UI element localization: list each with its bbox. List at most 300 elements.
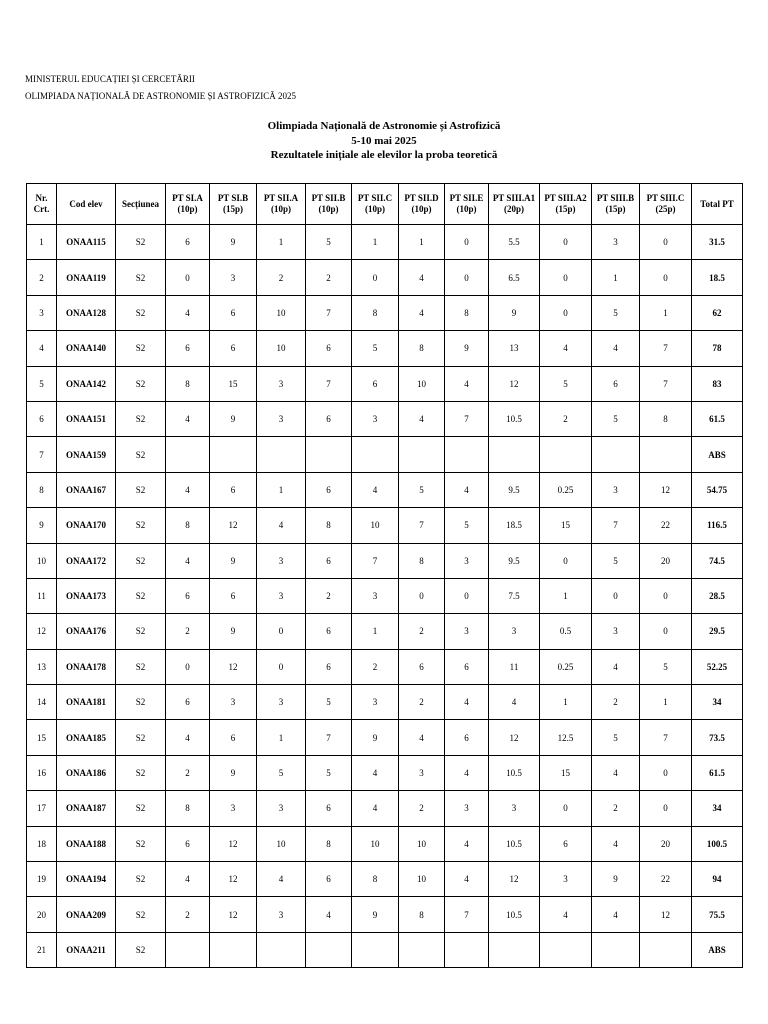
score-cell: 4: [445, 862, 489, 897]
document-header: [25, 71, 296, 105]
column-header-text: (25p): [655, 204, 676, 214]
score-cell: 0: [540, 225, 592, 260]
score-cell: 7: [445, 401, 489, 436]
row-number: 17: [27, 791, 57, 826]
column-header: [210, 184, 257, 225]
table-row: [27, 649, 743, 684]
table-row: [27, 401, 743, 436]
score-cell: 12: [640, 897, 692, 932]
total-score: 54.75: [692, 472, 743, 507]
score-cell: 0: [540, 260, 592, 295]
score-cell: 5: [540, 366, 592, 401]
section: S2: [116, 260, 166, 295]
score-cell: 6.5: [489, 260, 540, 295]
table-row: [27, 331, 743, 366]
score-cell: [489, 437, 540, 472]
score-cell: 7: [445, 897, 489, 932]
score-cell: 4: [445, 685, 489, 720]
student-code: ONAA211: [57, 932, 116, 967]
total-score: 83: [692, 366, 743, 401]
student-code: ONAA194: [57, 862, 116, 897]
score-cell: [166, 932, 210, 967]
score-cell: 4: [399, 401, 445, 436]
score-cell: 10: [399, 826, 445, 861]
score-cell: 3: [210, 260, 257, 295]
score-cell: 2: [399, 685, 445, 720]
section: S2: [116, 649, 166, 684]
score-cell: 5: [306, 225, 352, 260]
student-code: ONAA167: [57, 472, 116, 507]
total-score: 75.5: [692, 897, 743, 932]
score-cell: 5.5: [489, 225, 540, 260]
row-number: 10: [27, 543, 57, 578]
score-cell: [352, 932, 399, 967]
total-score: 94: [692, 862, 743, 897]
score-cell: 6: [210, 720, 257, 755]
score-cell: [540, 437, 592, 472]
score-cell: 8: [399, 897, 445, 932]
table-row: [27, 897, 743, 932]
score-cell: 6: [306, 649, 352, 684]
score-cell: 3: [592, 225, 640, 260]
score-cell: 3: [352, 685, 399, 720]
score-cell: 4: [592, 826, 640, 861]
score-cell: 4: [166, 401, 210, 436]
score-cell: 7: [640, 366, 692, 401]
score-cell: 3: [257, 685, 306, 720]
score-cell: 0: [592, 578, 640, 613]
score-cell: [352, 437, 399, 472]
score-cell: 7: [592, 508, 640, 543]
score-cell: 3: [257, 401, 306, 436]
score-cell: 8: [166, 366, 210, 401]
score-cell: 22: [640, 508, 692, 543]
total-score: 78: [692, 331, 743, 366]
score-cell: 6: [166, 578, 210, 613]
score-cell: 7: [399, 508, 445, 543]
row-number: 13: [27, 649, 57, 684]
total-score: 31.5: [692, 225, 743, 260]
score-cell: 13: [489, 331, 540, 366]
score-cell: 0.25: [540, 472, 592, 507]
score-cell: 0: [640, 614, 692, 649]
score-cell: 0: [640, 260, 692, 295]
score-cell: 0: [640, 755, 692, 790]
total-score: 62: [692, 295, 743, 330]
student-code: ONAA187: [57, 791, 116, 826]
student-code: ONAA151: [57, 401, 116, 436]
score-cell: 1: [592, 260, 640, 295]
score-cell: 11: [489, 649, 540, 684]
score-cell: 10: [399, 862, 445, 897]
score-cell: 4: [540, 897, 592, 932]
score-cell: 6: [210, 578, 257, 613]
total-score: 100.5: [692, 826, 743, 861]
student-code: ONAA178: [57, 649, 116, 684]
score-cell: 4: [592, 897, 640, 932]
score-cell: 10.5: [489, 897, 540, 932]
header-row: [27, 184, 743, 225]
score-cell: 6: [306, 791, 352, 826]
score-cell: 3: [445, 614, 489, 649]
student-code: ONAA188: [57, 826, 116, 861]
column-header: [399, 184, 445, 225]
column-header-text: (15p): [605, 204, 626, 214]
score-cell: 1: [257, 225, 306, 260]
section: S2: [116, 225, 166, 260]
score-cell: 6: [352, 366, 399, 401]
score-cell: 2: [166, 897, 210, 932]
score-cell: 5: [399, 472, 445, 507]
score-cell: 5: [592, 543, 640, 578]
column-header-text: Nr.: [35, 193, 48, 203]
table-row: [27, 614, 743, 649]
score-cell: 0: [166, 260, 210, 295]
student-code: ONAA140: [57, 331, 116, 366]
row-number: 1: [27, 225, 57, 260]
column-header: [692, 184, 743, 225]
column-header-text: PT SIII.A1: [492, 193, 536, 203]
score-cell: 3: [352, 401, 399, 436]
score-cell: 4: [489, 685, 540, 720]
score-cell: 7: [306, 295, 352, 330]
score-cell: [445, 437, 489, 472]
row-number: 4: [27, 331, 57, 366]
score-cell: 2: [540, 401, 592, 436]
score-cell: 8: [306, 508, 352, 543]
column-header-text: PT SII.E: [449, 193, 484, 203]
score-cell: 1: [352, 225, 399, 260]
score-cell: 3: [210, 685, 257, 720]
score-cell: 0: [640, 225, 692, 260]
score-cell: [445, 932, 489, 967]
row-number: 16: [27, 755, 57, 790]
student-code: ONAA173: [57, 578, 116, 613]
score-cell: 3: [489, 791, 540, 826]
score-cell: 6: [306, 862, 352, 897]
column-header: [306, 184, 352, 225]
score-cell: [257, 932, 306, 967]
total-score: 29.5: [692, 614, 743, 649]
table-row: [27, 472, 743, 507]
column-header: [640, 184, 692, 225]
score-cell: 6: [166, 685, 210, 720]
column-header-text: (10p): [177, 204, 198, 214]
score-cell: 15: [210, 366, 257, 401]
student-code: ONAA159: [57, 437, 116, 472]
score-cell: 7: [306, 720, 352, 755]
total-score: 73.5: [692, 720, 743, 755]
score-cell: 4: [257, 508, 306, 543]
score-cell: 0: [257, 614, 306, 649]
score-cell: [489, 932, 540, 967]
score-cell: 8: [445, 295, 489, 330]
total-score: 116.5: [692, 508, 743, 543]
student-code: ONAA185: [57, 720, 116, 755]
total-score: 18.5: [692, 260, 743, 295]
score-cell: 6: [445, 649, 489, 684]
score-cell: 4: [352, 472, 399, 507]
score-cell: 9: [210, 614, 257, 649]
score-cell: 4: [399, 260, 445, 295]
score-cell: 8: [352, 295, 399, 330]
score-cell: [306, 932, 352, 967]
table-row: [27, 932, 743, 967]
section: S2: [116, 331, 166, 366]
title-line-2: 5-10 mai 2025: [351, 134, 417, 147]
score-cell: 1: [640, 295, 692, 330]
column-header-text: PT SI.A: [172, 193, 203, 203]
score-cell: [640, 932, 692, 967]
score-cell: 0: [257, 649, 306, 684]
score-cell: [592, 437, 640, 472]
score-cell: 1: [352, 614, 399, 649]
section: S2: [116, 401, 166, 436]
score-cell: 3: [257, 543, 306, 578]
score-cell: 4: [445, 366, 489, 401]
score-cell: 5: [306, 685, 352, 720]
column-header-text: PT SII.D: [404, 193, 439, 203]
score-cell: 0.25: [540, 649, 592, 684]
score-cell: 7: [640, 720, 692, 755]
score-cell: 5: [306, 755, 352, 790]
score-cell: 2: [352, 649, 399, 684]
section: S2: [116, 791, 166, 826]
total-score: ABS: [692, 437, 743, 472]
title-line-3: Rezultatele inițiale ale elevilor la proba teoretică: [270, 149, 498, 161]
section: S2: [116, 720, 166, 755]
score-cell: 4: [445, 826, 489, 861]
column-header: [257, 184, 306, 225]
score-cell: 4: [257, 862, 306, 897]
score-cell: 6: [540, 826, 592, 861]
column-header-text: PT SIII.B: [596, 193, 635, 203]
score-cell: 9.5: [489, 543, 540, 578]
total-score: 34: [692, 685, 743, 720]
score-cell: 3: [352, 578, 399, 613]
column-header: [592, 184, 640, 225]
score-cell: 3: [445, 543, 489, 578]
row-number: 9: [27, 508, 57, 543]
score-cell: 6: [399, 649, 445, 684]
score-cell: 3: [540, 862, 592, 897]
table-row: [27, 685, 743, 720]
score-cell: 5: [640, 649, 692, 684]
column-header-text: (10p): [411, 204, 432, 214]
table-header: [27, 184, 743, 225]
score-cell: 6: [210, 295, 257, 330]
row-number: 6: [27, 401, 57, 436]
score-cell: 3: [210, 791, 257, 826]
student-code: ONAA170: [57, 508, 116, 543]
score-cell: 1: [640, 685, 692, 720]
score-cell: 4: [445, 755, 489, 790]
column-header-text: PT SI.B: [217, 193, 249, 203]
student-code: ONAA142: [57, 366, 116, 401]
table-body: [27, 225, 743, 968]
score-cell: 6: [306, 472, 352, 507]
section: S2: [116, 472, 166, 507]
student-code: ONAA128: [57, 295, 116, 330]
section: S2: [116, 932, 166, 967]
score-cell: 20: [640, 543, 692, 578]
column-header-text: (10p): [365, 204, 385, 214]
score-cell: 12.5: [540, 720, 592, 755]
score-cell: 8: [166, 508, 210, 543]
row-number: 19: [27, 862, 57, 897]
score-cell: 0: [166, 649, 210, 684]
student-code: ONAA209: [57, 897, 116, 932]
column-header-text: Cod elev: [69, 198, 103, 209]
score-cell: [210, 932, 257, 967]
column-header-text: PT SIII.C: [646, 193, 685, 203]
section: S2: [116, 437, 166, 472]
score-cell: 1: [540, 578, 592, 613]
score-cell: 3: [257, 791, 306, 826]
score-cell: 3: [445, 791, 489, 826]
score-cell: 8: [640, 401, 692, 436]
score-cell: 2: [306, 578, 352, 613]
score-cell: 0: [640, 578, 692, 613]
section: S2: [116, 578, 166, 613]
row-number: 2: [27, 260, 57, 295]
score-cell: 3: [399, 755, 445, 790]
score-cell: 2: [399, 791, 445, 826]
score-cell: 5: [592, 720, 640, 755]
score-cell: 0: [445, 260, 489, 295]
student-code: ONAA176: [57, 614, 116, 649]
score-cell: 4: [306, 897, 352, 932]
score-cell: 3: [592, 472, 640, 507]
score-cell: 10.5: [489, 755, 540, 790]
score-cell: 10: [352, 508, 399, 543]
score-cell: 9: [489, 295, 540, 330]
score-cell: 0: [540, 295, 592, 330]
row-number: 21: [27, 932, 57, 967]
student-code: ONAA115: [57, 225, 116, 260]
score-cell: 6: [592, 366, 640, 401]
table-row: [27, 437, 743, 472]
total-score: 61.5: [692, 755, 743, 790]
table-row: [27, 826, 743, 861]
column-header-text: Total PT: [700, 198, 734, 209]
table-row: [27, 260, 743, 295]
table-row: [27, 720, 743, 755]
score-cell: 3: [257, 578, 306, 613]
score-cell: 12: [210, 897, 257, 932]
score-cell: 3: [257, 897, 306, 932]
score-cell: 0: [399, 578, 445, 613]
column-header: [489, 184, 540, 225]
score-cell: 0: [640, 791, 692, 826]
score-cell: 1: [257, 720, 306, 755]
score-cell: 4: [166, 543, 210, 578]
section: S2: [116, 826, 166, 861]
table-row: [27, 225, 743, 260]
section: S2: [116, 862, 166, 897]
table-row: [27, 862, 743, 897]
score-cell: 4: [166, 720, 210, 755]
score-cell: 6: [445, 720, 489, 755]
score-cell: 8: [166, 791, 210, 826]
column-header: [352, 184, 399, 225]
table-row: [27, 295, 743, 330]
score-cell: 12: [210, 826, 257, 861]
row-number: 11: [27, 578, 57, 613]
score-cell: 9: [210, 225, 257, 260]
section: S2: [116, 755, 166, 790]
score-cell: 0: [352, 260, 399, 295]
section: S2: [116, 366, 166, 401]
score-cell: 12: [489, 366, 540, 401]
score-cell: [210, 437, 257, 472]
column-header: [27, 184, 57, 225]
column-header: [57, 184, 116, 225]
column-header-text: (10p): [271, 204, 291, 214]
score-cell: 12: [210, 508, 257, 543]
score-cell: 15: [540, 508, 592, 543]
score-cell: 2: [166, 614, 210, 649]
column-header-text: (15p): [223, 204, 243, 214]
score-cell: 2: [257, 260, 306, 295]
table-row: [27, 366, 743, 401]
score-cell: 0.5: [540, 614, 592, 649]
total-score: 28.5: [692, 578, 743, 613]
table-row: [27, 508, 743, 543]
score-cell: 9.5: [489, 472, 540, 507]
title-line-1: Olimpiada Națională de Astronomie și Astrofizică: [267, 120, 501, 132]
section: S2: [116, 508, 166, 543]
total-score: 74.5: [692, 543, 743, 578]
column-header: [166, 184, 210, 225]
score-cell: 9: [210, 401, 257, 436]
row-number: 18: [27, 826, 57, 861]
column-header-text: PT SII.A: [263, 193, 299, 203]
score-cell: 8: [399, 331, 445, 366]
score-cell: 5: [445, 508, 489, 543]
column-header: [445, 184, 489, 225]
section: S2: [116, 614, 166, 649]
column-header-text: PT SIII.A2: [544, 193, 587, 203]
score-cell: 4: [540, 331, 592, 366]
score-cell: 4: [352, 755, 399, 790]
column-header: [540, 184, 592, 225]
table-row: [27, 791, 743, 826]
column-header-text: PT SII.B: [311, 193, 346, 203]
score-cell: [306, 437, 352, 472]
score-cell: 10.5: [489, 826, 540, 861]
column-header-text: (15p): [555, 204, 576, 214]
score-cell: [257, 437, 306, 472]
column-header-text: (20p): [504, 204, 524, 214]
score-cell: 20: [640, 826, 692, 861]
score-cell: 8: [399, 543, 445, 578]
score-cell: 2: [592, 685, 640, 720]
score-cell: 2: [399, 614, 445, 649]
row-number: 15: [27, 720, 57, 755]
score-cell: 0: [540, 543, 592, 578]
score-cell: 8: [306, 826, 352, 861]
score-cell: 6: [166, 826, 210, 861]
score-cell: 9: [445, 331, 489, 366]
score-cell: 7: [306, 366, 352, 401]
score-cell: 5: [352, 331, 399, 366]
score-cell: 6: [306, 401, 352, 436]
table-row: [27, 578, 743, 613]
score-cell: 9: [592, 862, 640, 897]
score-cell: [399, 932, 445, 967]
score-cell: 3: [489, 614, 540, 649]
